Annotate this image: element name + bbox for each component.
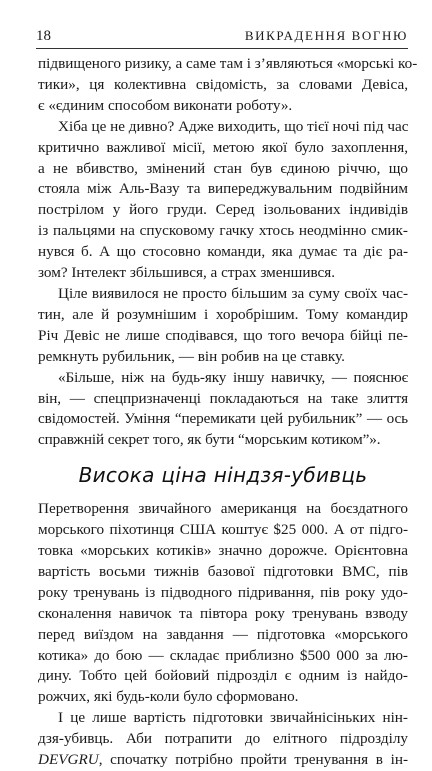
text-line: дину. Тобто цей бойовий підрозділ є одним із найдо- — [38, 667, 408, 685]
paragraph — [38, 499, 408, 708]
text-line: DEVGRU, спочатку потрібно пройти тренування в ін- — [38, 751, 408, 769]
text-line: перед виїздом на завдання — підготовка «морського — [38, 625, 408, 643]
paragraph-continuation — [38, 54, 418, 117]
page-number: 18 — [36, 28, 51, 44]
text-line: а не вбивство, змінений стан був єдиною річчю, що — [38, 159, 408, 177]
body-text — [38, 54, 418, 771]
text-line: Перетворення звичайного американця на боєздатного — [38, 500, 408, 518]
paragraph — [38, 117, 408, 284]
text-line: він, — спецпризначенці покладаються на таке злиття — [38, 389, 408, 407]
text-line: пострілом у його груди. Серед ізольованих індивідів — [38, 201, 408, 219]
text-line: товка «морських котиків» значно дорожче. Орієнтовна — [38, 542, 408, 560]
text-line: «Більше, ніж на будь-яку іншу навичку, — пояснює — [58, 368, 408, 386]
text-line: І це лише вартість підготовки звичайнісіньких нін- — [58, 709, 408, 727]
text-line: вартість восьми тижнів базової підготовки ВМС, пів — [38, 562, 408, 580]
text-line: сконалення навичок та півтора року тренувань взводу — [38, 604, 408, 622]
paragraph — [38, 284, 408, 368]
text-line: є «єдиним способом виконати роботу». — [38, 96, 293, 114]
text-line: Хіба це не дивно? Адже виходить, що тієї ночі під час — [58, 117, 409, 135]
text-line: справжній секрет того, як бути “морським котиком”». — [38, 431, 381, 449]
text-line: котика» до бою — складає приблизно $500 000 за лю- — [38, 646, 408, 664]
text-line: Річ Девіс не лише сподівався, що того вечора бійці пе- — [38, 326, 408, 344]
running-title: ВИКРАДЕННЯ ВОГНЮ — [244, 28, 408, 43]
text-line: підвищеного ризику, а саме там і з’являються «морські ко- — [38, 55, 418, 72]
text-line: критично важливої місії, метою якої було захоплення, — [38, 138, 408, 156]
text-line: стояла між Аль-Вазу та випереджувальним подвійним — [38, 180, 408, 198]
section-heading: Висока ціна ніндзя-убивць — [78, 463, 368, 488]
text-line: Ціле виявилося не просто більшим за суму своїх час- — [58, 284, 408, 302]
text-line: морського піхотинця США коштує $25 000. А от підго- — [38, 521, 408, 539]
text-line: ремкнуть рубильник, — він робив на це ставку. — [38, 347, 345, 365]
text-line: свідомостей. Уміння “перемикати цей рубильник” — ось — [38, 410, 408, 428]
text-line: із пальцями на спусковому гачку хтось неодмінно смик- — [38, 222, 408, 240]
text-line: зом? Інтелект збільшився, а страх зменшився. — [38, 264, 336, 282]
text-line: нувся б. А що стосовно команди, яка думає та діє ра- — [38, 243, 408, 261]
text-line: рожчих, які будь-коли було сформовано. — [38, 688, 299, 706]
paragraph — [38, 708, 408, 771]
text-line: дзя-убивць. Аби потрапити до елітного підрозділу — [38, 730, 408, 748]
quote-paragraph — [38, 368, 408, 452]
unit-name: DEVGRU — [38, 751, 99, 769]
text-line: року тренувань із підводного підривання, пів року удо- — [38, 583, 408, 601]
text-line: тики», ця колективна свідомість, за словами Девіса, — [38, 75, 408, 93]
text-line: тин, але й розумнішим і хоробрішим. Тому командир — [38, 305, 408, 323]
running-header — [36, 26, 408, 49]
